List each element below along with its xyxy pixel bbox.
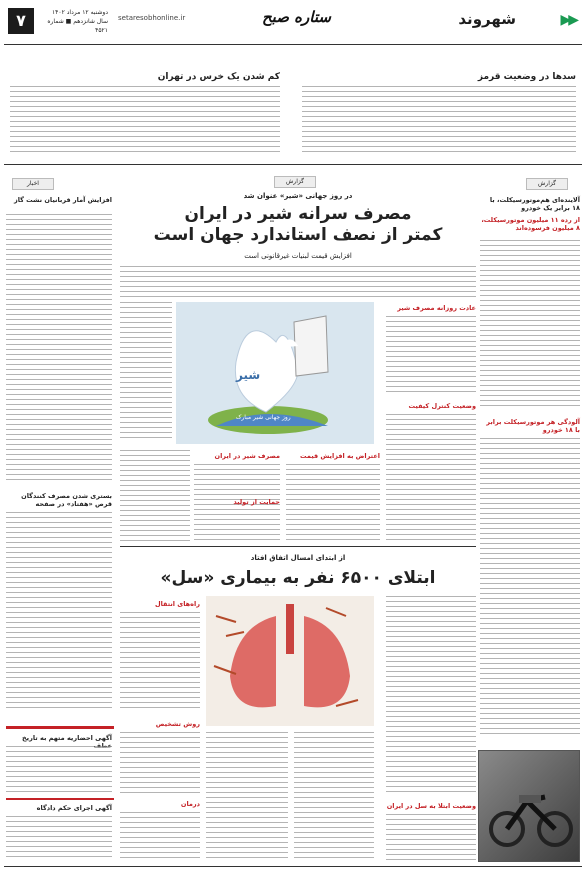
main-story-tag: گزارش (274, 176, 316, 188)
milk-photo-label: شیر (236, 368, 261, 382)
tb-col-4b (386, 814, 476, 862)
tb-subhead-4: وضعیت ابتلا به سل در ایران (386, 802, 476, 810)
legal-notice-rule (6, 726, 114, 729)
tb-lungs-photo (206, 596, 374, 726)
right-column (478, 170, 580, 862)
main-story-subhead: افزایش قیمت لبنیات غیرقانونی است (244, 252, 352, 260)
main-story-kicker: در روز جهانی «شیر» عنوان شد (243, 192, 353, 200)
main-story-lead (120, 266, 476, 300)
tb-col-1a (120, 612, 200, 712)
top-story-dams-body (302, 86, 576, 156)
tb-kicker: از ابتدای امسال اتفاق افتاد (250, 554, 346, 562)
main-story-headline-1: مصرف سرانه شیر در ایران (184, 204, 412, 224)
right-column-body-1 (480, 240, 580, 410)
tb-subhead-2: روش تشخیص (155, 720, 200, 728)
legal-notice-1-body (6, 746, 112, 794)
top-stories-rule (4, 164, 582, 165)
right-column-headline: آلاینده‌ای هم‌موتورسیکلت، با ۱۸ برابر یک خودرو (489, 196, 580, 212)
tb-subhead-3: درمان (180, 800, 200, 808)
top-story-dams-headline: سدها در وضعیت قرمز (477, 72, 576, 82)
left-column-body-2 (6, 512, 112, 712)
newspaper-logo: ستاره صبح (262, 8, 331, 26)
date-line: دوشنبه ۱۲ مرداد ۱۴۰۲ سال شانزدهم ■ شماره ۴۵۲۱ (47, 9, 108, 34)
main-subhead-1: عادت روزانه مصرف شیر (397, 304, 476, 312)
main-col-mid-b (286, 464, 380, 542)
tb-col-1c (120, 812, 200, 862)
left-column-body-1 (6, 214, 112, 484)
motorcycle-photo (478, 750, 580, 862)
section-arrows-icon: ▶▶ (560, 12, 576, 28)
main-subhead-5: حمایت از تولید (233, 498, 280, 506)
tb-subhead-1: راه‌های انتقال (154, 600, 200, 608)
website-url: setaresobhonline.ir (118, 14, 186, 22)
main-subhead-4: اعتراض به افزایش قیمت (299, 452, 380, 460)
legal-notice-2: آگهی اجرای حکم دادگاه (36, 804, 112, 812)
left-column (6, 170, 114, 862)
milk-photo (176, 302, 374, 444)
top-story-bear-body (10, 86, 280, 156)
right-column-body-2 (480, 438, 580, 738)
main-col-1a (386, 316, 476, 396)
right-column-tag: گزارش (526, 178, 568, 190)
main-col-left-a (120, 302, 172, 442)
tb-col-1b (120, 732, 200, 794)
masthead (0, 0, 586, 44)
page-number: ۷ (8, 8, 34, 34)
legal-notice-2-body (6, 816, 112, 860)
right-column-red-subhead: از رده ۱۱ میلیون موتورسیکلت، ۸ میلیون فرسوده‌اند (481, 216, 580, 232)
legal-notice-rule-2 (6, 798, 114, 800)
left-column-headline-2: بستری شدن مصرف کنندگان قرص «هفتاد» در صفحه (21, 492, 112, 508)
story-divider (120, 546, 476, 547)
left-column-headline-1: افزایش آمار قربانیان نشت گاز (13, 196, 112, 204)
legal-notice-1: آگهی احضاریه متهم به تاریخ (21, 734, 112, 742)
tb-col-3 (294, 732, 374, 862)
left-column-tag: اخبار (12, 178, 54, 190)
right-column-second-red: آلودگی هر موتورسیکلت برابر با ۱۸ خودرو (486, 418, 580, 434)
header-rule (4, 44, 582, 45)
main-col-1b (386, 414, 476, 542)
main-subhead-2: وضعیت کنترل کیفیت (408, 402, 476, 410)
main-story-headline-2: کمتر از نصف استاندارد جهان است (153, 225, 443, 245)
section-title: شهروند (458, 10, 516, 28)
top-story-bear-headline: کم شدن یک خرس در تهران (157, 72, 280, 82)
tb-col-4a (386, 596, 476, 796)
main-col-left-b (120, 450, 190, 542)
tb-col-2 (206, 732, 288, 862)
footer-rule (4, 866, 582, 867)
tb-headline: ابتلای ۶۵۰۰ نفر به بیماری «سل» (160, 568, 436, 588)
main-subhead-3: مصرف شیر در ایران (214, 452, 280, 460)
milk-photo-caption: روز جهانی شیر مبارک (236, 414, 291, 421)
